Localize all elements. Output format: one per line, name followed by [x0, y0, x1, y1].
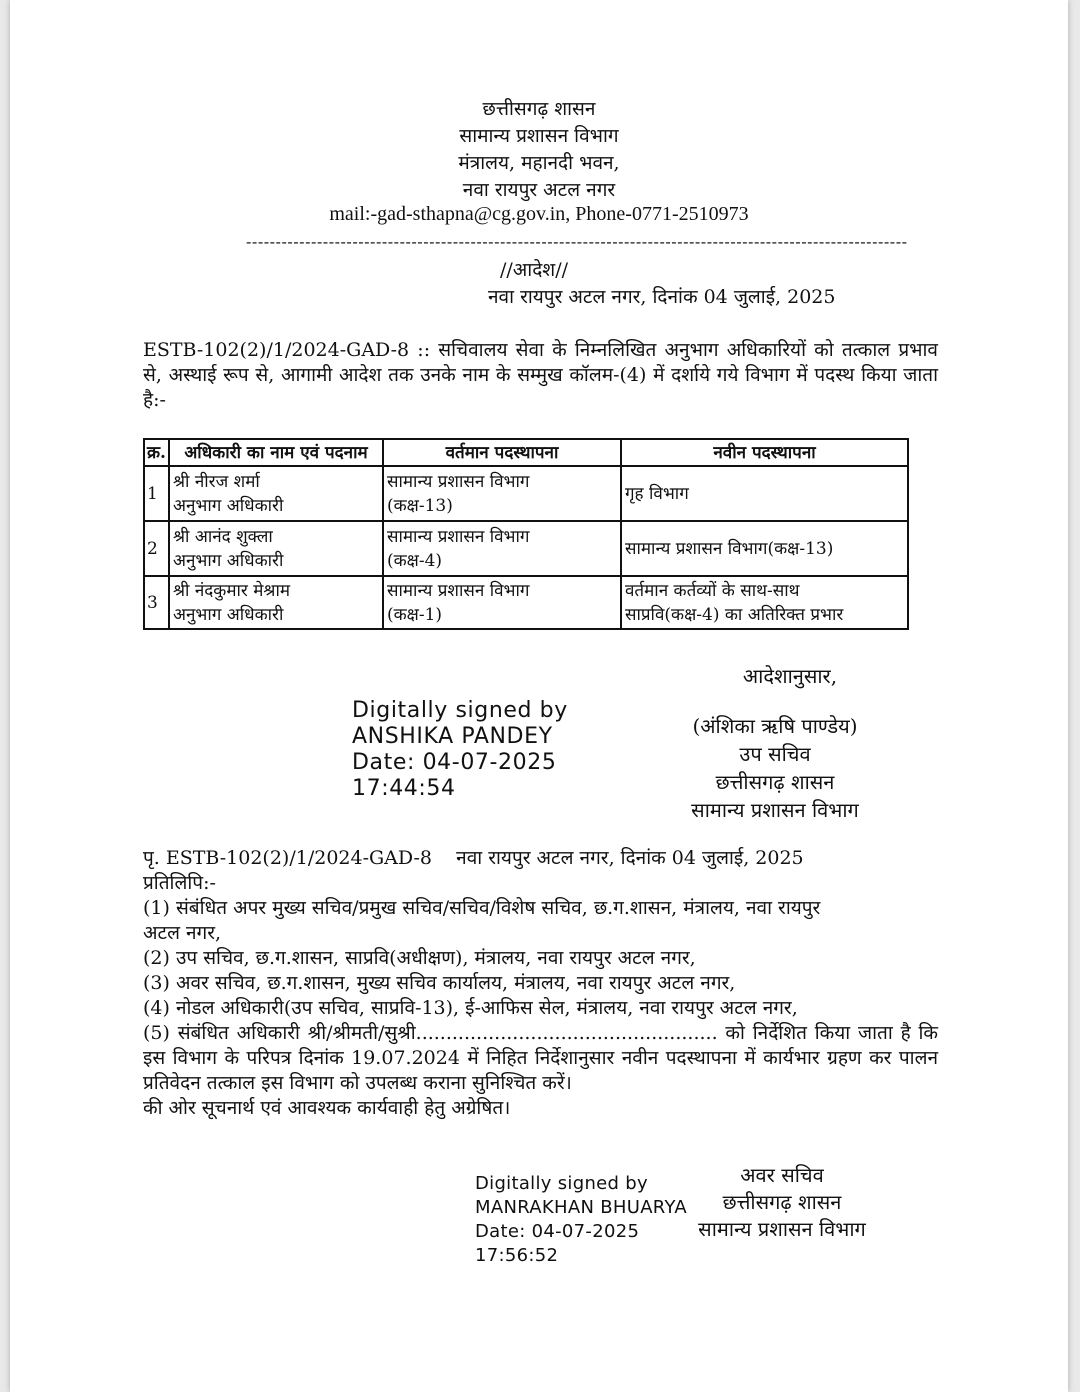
copy-item-5: (5) संबंधित अधिकारी श्री/श्रीमती/सुश्री.................................................. को निर्देशित किया जाता है कि इस विभाग के परिपत्र दिनांक 19.07.2024 में निहित निर्देशानुसार नवीन पदस्थापना में कार्यभार ग्रहण कर पालन प्रतिवेदन तत्काल इस विभाग को उपलब्ध कराना सुनिश्चित करें।: [143, 1022, 938, 1094]
header-office: मंत्रालय, महानदी भवन,: [458, 152, 620, 174]
current-posting-room: (कक्ष-13): [386, 495, 453, 516]
serial-cell: 1: [144, 466, 169, 521]
order-paragraph: ESTB-102(2)/1/2024-GAD-8 :: सचिवालय सेवा के निम्नलिखित अनुभाग अधिकारियों को तत्काल प्रभाव से, अस्थाई रूप से, आगामी आदेश तक उनके नाम के सम्मुख कॉलम-(4) में दर्शाये गये विभाग में पदस्थ किया जाता है:-: [143, 339, 938, 411]
header-govt: छत्तीसगढ़ शासन: [482, 98, 596, 120]
new-posting-line1: वर्तमान कर्तव्यों के साथ-साथ: [624, 580, 800, 601]
officer-cell: [169, 576, 383, 629]
table-row: [144, 466, 908, 521]
digital-sig-date: Date: 04-07-2025: [475, 1221, 640, 1242]
copy-item-2: (2) उप सचिव, छ.ग.शासन, साप्रवि(अधीक्षण), मंत्रालय, नवा रायपुर अटल नगर,: [143, 947, 696, 969]
new-posting-cell: [621, 576, 908, 629]
digital-sig-line: Digitally signed by: [475, 1173, 648, 1194]
header-city: नवा रायपुर अटल नगर: [462, 179, 616, 201]
document-page: [10, 0, 1068, 1392]
signer-dept: सामान्य प्रशासन विभाग: [691, 798, 859, 822]
current-posting-dept: सामान्य प्रशासन विभाग: [386, 526, 530, 547]
digital-sig-time: 17:56:52: [475, 1245, 559, 1266]
officer-name: श्री आनंद शुक्ला: [172, 526, 273, 547]
officer-name: श्री नीरज शर्मा: [172, 471, 260, 492]
posting-table: [143, 438, 909, 630]
signer-block-2: [682, 1162, 882, 1243]
table-row: [144, 521, 908, 576]
col-serial: क्र.: [144, 439, 169, 466]
officer-cell: [169, 466, 383, 521]
forwarding-note: की ओर सूचनार्थ एवं आवश्यक कार्यवाही हेतु अग्रेषित।: [143, 1097, 511, 1119]
current-posting-cell: [383, 576, 621, 629]
new-posting-cell: [621, 521, 908, 576]
table-row: [144, 576, 908, 629]
copy-item-3: (3) अवर सचिव, छ.ग.शासन, मुख्य सचिव कार्यालय, मंत्रालय, नवा रायपुर अटल नगर,: [143, 972, 736, 994]
current-posting-cell: [383, 521, 621, 576]
digital-signature-1: [352, 698, 568, 802]
serial-cell: 2: [144, 521, 169, 576]
as-ordered-label: आदेशानुसार,: [742, 664, 838, 688]
signer-dept: सामान्य प्रशासन विभाग: [698, 1217, 866, 1241]
digital-signature-2: [475, 1172, 687, 1268]
officer-designation: अनुभाग अधिकारी: [172, 604, 284, 625]
current-posting-dept: सामान्य प्रशासन विभाग: [386, 471, 530, 492]
digital-sig-line: Digitally signed by: [352, 698, 568, 723]
new-posting-line2: साप्रवि(कक्ष-4) का अतिरिक्त प्रभार: [624, 604, 844, 625]
col-new-posting: नवीन पदस्थापना: [621, 439, 908, 466]
col-officer: अधिकारी का नाम एवं पदनाम: [169, 439, 383, 466]
current-posting-room: (कक्ष-1): [386, 604, 443, 625]
officer-cell: [169, 521, 383, 576]
header-divider: ----------------------------------------------------------------------------------------------------------------: [246, 232, 908, 251]
officer-name: श्री नंदकुमार मेश्राम: [172, 580, 291, 601]
digital-sig-name: MANRAKHAN BHUARYA: [475, 1197, 687, 1218]
signer-govt: छत्तीसगढ़ शासन: [715, 770, 835, 794]
serial-cell: 3: [144, 576, 169, 629]
digital-sig-name: ANSHIKA PANDEY: [352, 724, 553, 749]
signer-name: (अंशिका ऋषि पाण्डेय): [692, 714, 858, 738]
order-title: //आदेश//: [500, 259, 569, 281]
signer-designation: उप सचिव: [739, 742, 811, 766]
new-posting-line1: सामान्य प्रशासन विभाग(कक्ष-13): [624, 538, 834, 559]
signer-govt: छत्तीसगढ़ शासन: [722, 1190, 842, 1214]
copy-item-1-cont: अटल नगर,: [143, 922, 222, 944]
copy-to-label: प्रतिलिपि:-: [143, 872, 216, 894]
signer-designation: अवर सचिव: [740, 1163, 824, 1187]
officer-designation: अनुभाग अधिकारी: [172, 550, 284, 571]
current-posting-room: (कक्ष-4): [386, 550, 443, 571]
copy-item-1: (1) संबंधित अपर मुख्य सचिव/प्रमुख सचिव/सचिव/विशेष सचिव, छ.ग.शासन, मंत्रालय, नवा रायपुर: [143, 897, 821, 919]
current-posting-cell: [383, 466, 621, 521]
digital-sig-time: 17:44:54: [352, 776, 456, 801]
header-contact: mail:-gad-sthapna@cg.gov.in, Phone-0771-2510973: [329, 203, 749, 225]
endorsement-ref: पृ. ESTB-102(2)/1/2024-GAD-8 नवा रायपुर अटल नगर, दिनांक 04 जुलाई, 2025: [143, 847, 804, 869]
copy-item-4: (4) नोडल अधिकारी(उप सचिव, साप्रवि-13), ई-आफिस सेल, मंत्रालय, नवा रायपुर अटल नगर,: [143, 997, 798, 1019]
order-place-date: नवा रायपुर अटल नगर, दिनांक 04 जुलाई, 2025: [488, 286, 836, 308]
header-dept: सामान्य प्रशासन विभाग: [459, 125, 619, 147]
digital-sig-date: Date: 04-07-2025: [352, 750, 557, 775]
officer-designation: अनुभाग अधिकारी: [172, 495, 284, 516]
signer-block-1: [650, 712, 900, 824]
current-posting-dept: सामान्य प्रशासन विभाग: [386, 580, 530, 601]
new-posting-line1: गृह विभाग: [624, 483, 689, 504]
table-header-row: [144, 439, 908, 466]
col-current-posting: वर्तमान पदस्थापना: [383, 439, 621, 466]
endorsement-block: [143, 846, 938, 1121]
new-posting-cell: [621, 466, 908, 521]
